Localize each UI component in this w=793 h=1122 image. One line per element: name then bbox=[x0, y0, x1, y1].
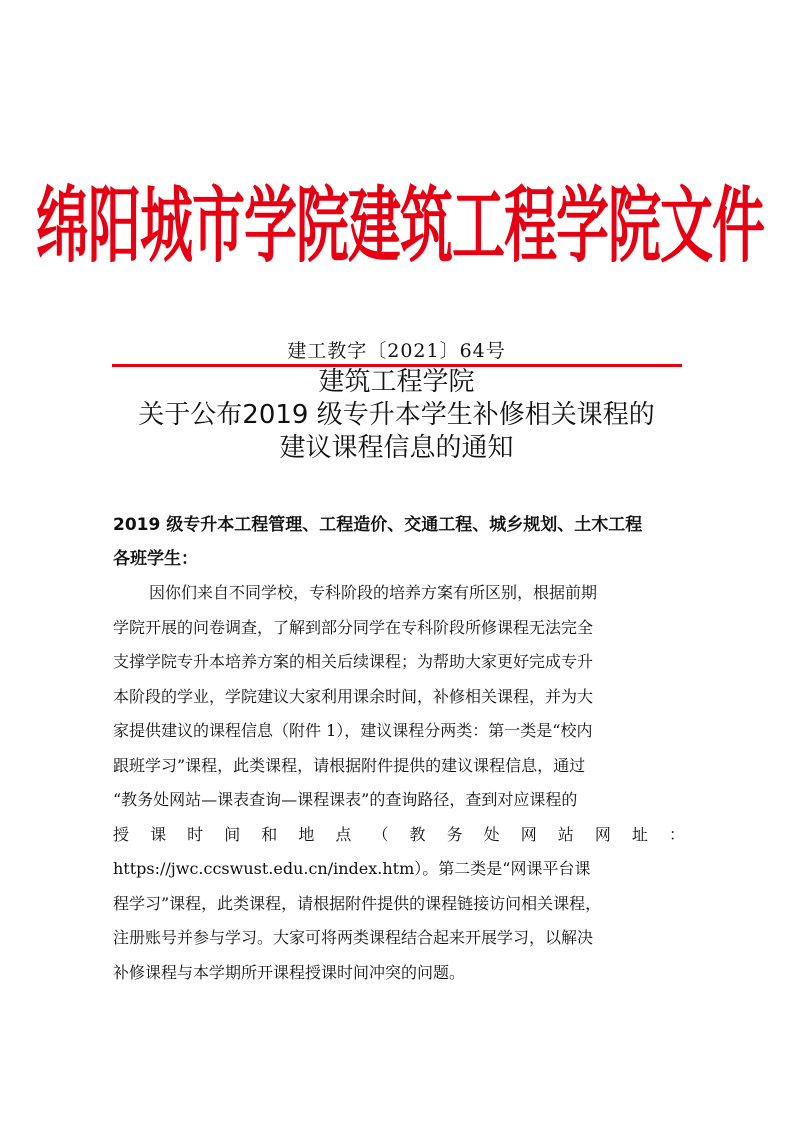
body-char: 教 bbox=[409, 824, 426, 844]
body-char: （ bbox=[372, 824, 389, 844]
body-char: 站 bbox=[557, 824, 574, 844]
body-char: 课 bbox=[150, 824, 167, 844]
body-char: ： bbox=[668, 824, 685, 844]
body-char: 网 bbox=[594, 824, 611, 844]
body-line: https://jwc.ccswust.edu.cn/index.htm）。第二类是“网课平台课 bbox=[113, 859, 591, 878]
salutation-line: 各班学生： bbox=[113, 549, 198, 569]
body-char: 时 bbox=[187, 824, 204, 844]
body-line: 支撑学院专升本培养方案的相关后续课程；为帮助大家更好完成专升 bbox=[113, 652, 594, 671]
title-line: 关于公布2019 级专升本学生补修相关课程的 bbox=[138, 400, 655, 430]
body-char: 处 bbox=[483, 824, 500, 844]
body-line: 补修课程与本学期所开课程授课时间冲突的问题。 bbox=[113, 962, 466, 982]
body-char: 地 bbox=[298, 824, 315, 844]
body-line: 跟班学习”课程，此类课程，请根据附件提供的建议课程信息，通过 bbox=[113, 755, 586, 775]
body-char: 点 bbox=[335, 824, 352, 844]
masthead-title: 绵阳城市学院建筑工程学院文件 bbox=[36, 179, 764, 275]
body-paragraph bbox=[113, 576, 685, 990]
body-char: 和 bbox=[261, 824, 278, 844]
body-char: 网 bbox=[520, 824, 537, 844]
body-line: 家提供建议的课程信息（附件 1），建议课程分两类：第一类是“校内 bbox=[113, 721, 593, 740]
body-line: “教务处网站—课表查询—课程课表”的查询路径，查到对应课程的 bbox=[113, 790, 578, 809]
title-line: 建筑工程学院 bbox=[318, 367, 475, 397]
body-line: 本阶段的学业，学院建议大家利用课余时间，补修相关课程，并为大 bbox=[113, 686, 594, 706]
body-char: 间 bbox=[224, 824, 241, 844]
masthead bbox=[36, 160, 764, 280]
title-line: 建议课程信息的通知 bbox=[279, 433, 514, 463]
body-line-justified bbox=[113, 818, 685, 853]
salutation-line: 2019 级专升本工程管理、工程造价、交通工程、城乡规划、土木工程 bbox=[113, 515, 643, 535]
body-char: 授 bbox=[113, 824, 130, 844]
body-char: 务 bbox=[446, 824, 463, 844]
body-line: 注册账号并参与学习。大家可将两类课程结合起来开展学习，以解决 bbox=[113, 928, 594, 947]
body-line: 因你们来自不同学校，专科阶段的培养方案有所区别，根据前期 bbox=[149, 583, 598, 602]
body-char: 址 bbox=[631, 824, 648, 844]
document-number: 建工教字〔2021〕64号 bbox=[287, 340, 506, 362]
notice-title bbox=[0, 366, 793, 465]
body-line: 程学习”课程，此类课程，请根据附件提供的课程链接访问相关课程， bbox=[113, 893, 602, 913]
body-line: 学院开展的问卷调查，了解到部分同学在专科阶段所修课程无法完全 bbox=[113, 617, 594, 637]
salutation bbox=[113, 508, 685, 576]
